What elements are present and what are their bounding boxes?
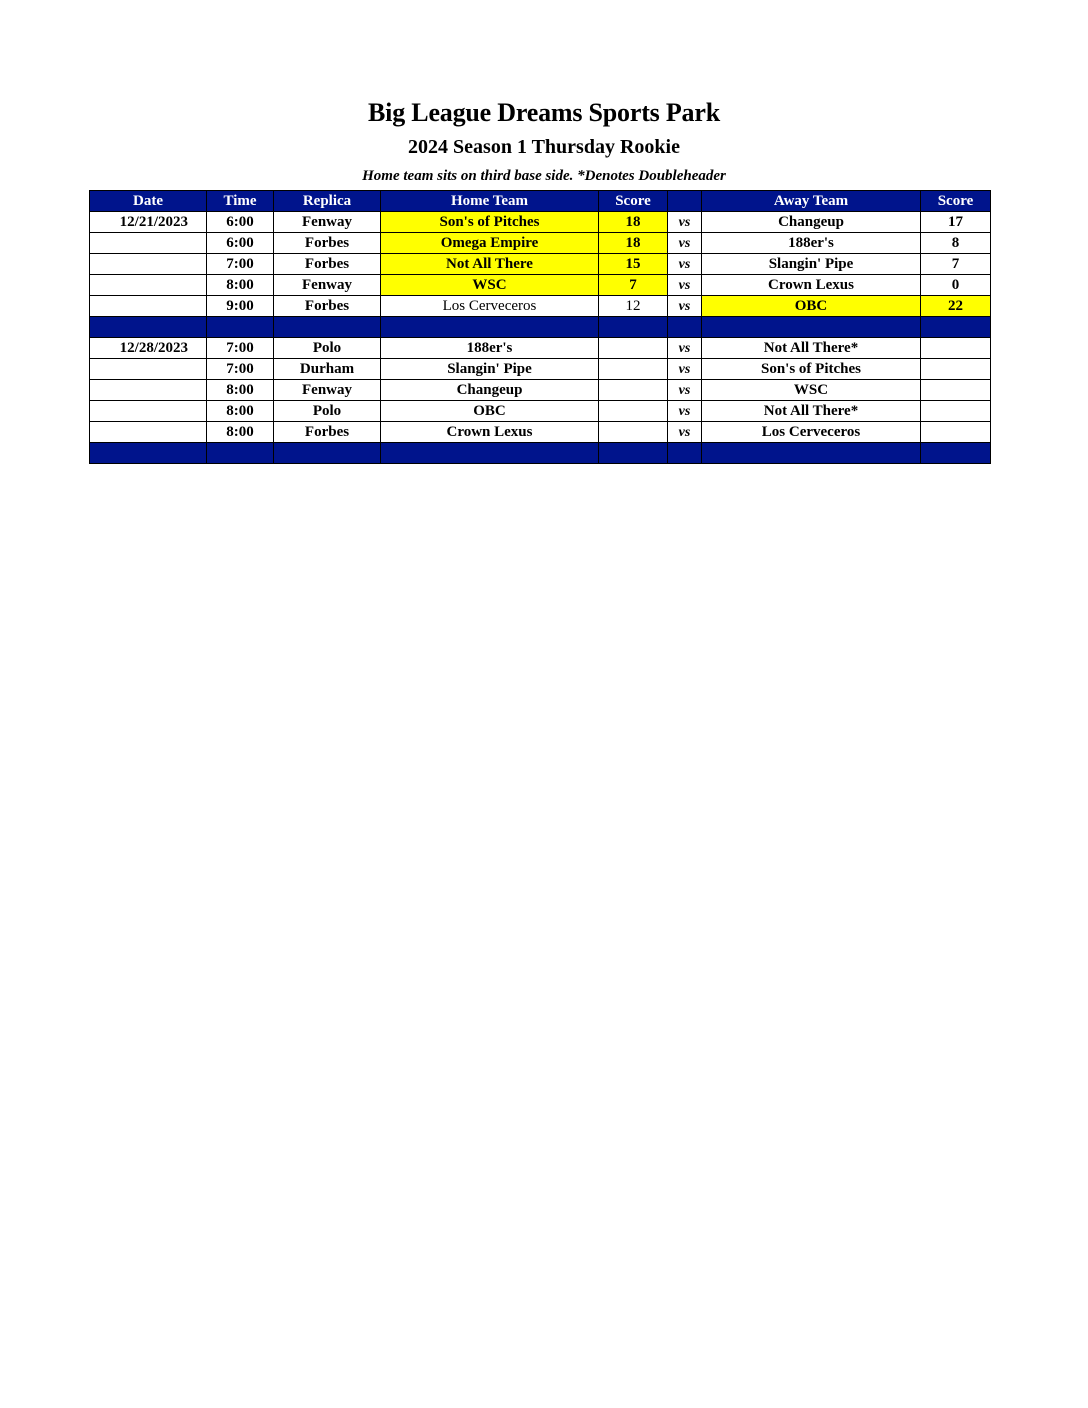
- vs-cell: vs: [668, 275, 702, 296]
- time-cell: 8:00: [207, 422, 274, 443]
- away-team-cell: Crown Lexus: [702, 275, 921, 296]
- separator-cell: [207, 317, 274, 338]
- away-team-cell: Los Cerveceros: [702, 422, 921, 443]
- date-cell: [90, 380, 207, 401]
- away-score-cell: 7: [921, 254, 991, 275]
- separator-cell: [921, 443, 991, 464]
- vs-cell: vs: [668, 338, 702, 359]
- separator-cell: [90, 443, 207, 464]
- page-title: Big League Dreams Sports Park: [368, 98, 720, 127]
- schedule-table: [89, 190, 991, 464]
- schedule-body: [90, 212, 991, 464]
- page-subtitle: 2024 Season 1 Thursday Rookie: [408, 136, 680, 158]
- column-header-home-score: Score: [599, 191, 668, 212]
- date-cell: [90, 359, 207, 380]
- away-team-cell: OBC: [702, 296, 921, 317]
- home-score-cell: [599, 401, 668, 422]
- away-score-cell: 17: [921, 212, 991, 233]
- separator-cell: [381, 317, 599, 338]
- replica-cell: Forbes: [274, 296, 381, 317]
- home-team-cell: Crown Lexus: [381, 422, 599, 443]
- home-team-cell: WSC: [381, 275, 599, 296]
- vs-cell: vs: [668, 359, 702, 380]
- away-score-cell: [921, 422, 991, 443]
- home-score-cell: [599, 422, 668, 443]
- game-row: [90, 359, 991, 380]
- replica-cell: Forbes: [274, 254, 381, 275]
- separator-cell: [274, 317, 381, 338]
- column-header-vs: [668, 191, 702, 212]
- vs-cell: vs: [668, 401, 702, 422]
- date-cell: [90, 275, 207, 296]
- home-team-cell: Son's of Pitches: [381, 212, 599, 233]
- separator-row: [90, 317, 991, 338]
- separator-cell: [599, 317, 668, 338]
- separator-cell: [702, 317, 921, 338]
- separator-cell: [921, 317, 991, 338]
- replica-cell: Polo: [274, 401, 381, 422]
- separator-cell: [381, 443, 599, 464]
- home-team-cell: Changeup: [381, 380, 599, 401]
- game-row: [90, 380, 991, 401]
- game-row: [90, 254, 991, 275]
- time-cell: 8:00: [207, 401, 274, 422]
- time-cell: 7:00: [207, 338, 274, 359]
- away-score-cell: [921, 401, 991, 422]
- vs-cell: vs: [668, 380, 702, 401]
- table-header-row: [90, 191, 991, 212]
- game-row: [90, 338, 991, 359]
- replica-cell: Forbes: [274, 422, 381, 443]
- separator-row: [90, 443, 991, 464]
- home-team-cell: 188er's: [381, 338, 599, 359]
- date-cell: 12/21/2023: [90, 212, 207, 233]
- vs-cell: vs: [668, 254, 702, 275]
- home-score-cell: 18: [599, 212, 668, 233]
- separator-cell: [702, 443, 921, 464]
- time-cell: 7:00: [207, 254, 274, 275]
- replica-cell: Durham: [274, 359, 381, 380]
- away-score-cell: 22: [921, 296, 991, 317]
- game-row: [90, 296, 991, 317]
- time-cell: 9:00: [207, 296, 274, 317]
- vs-cell: vs: [668, 422, 702, 443]
- home-score-cell: 15: [599, 254, 668, 275]
- home-team-cell: Not All There: [381, 254, 599, 275]
- vs-cell: vs: [668, 233, 702, 254]
- home-team-cell: Los Cerveceros: [381, 296, 599, 317]
- column-header-date: Date: [90, 191, 207, 212]
- home-score-cell: 12: [599, 296, 668, 317]
- date-cell: [90, 296, 207, 317]
- vs-cell: vs: [668, 212, 702, 233]
- away-team-cell: WSC: [702, 380, 921, 401]
- date-cell: [90, 254, 207, 275]
- away-score-cell: [921, 380, 991, 401]
- away-score-cell: 8: [921, 233, 991, 254]
- home-team-cell: Omega Empire: [381, 233, 599, 254]
- column-header-time: Time: [207, 191, 274, 212]
- away-team-cell: Not All There*: [702, 338, 921, 359]
- date-cell: [90, 401, 207, 422]
- away-score-cell: 0: [921, 275, 991, 296]
- home-score-cell: [599, 338, 668, 359]
- replica-cell: Forbes: [274, 233, 381, 254]
- away-team-cell: 188er's: [702, 233, 921, 254]
- away-team-cell: Slangin' Pipe: [702, 254, 921, 275]
- replica-cell: Fenway: [274, 212, 381, 233]
- game-row: [90, 212, 991, 233]
- column-header-away-team: Away Team: [702, 191, 921, 212]
- time-cell: 8:00: [207, 275, 274, 296]
- separator-cell: [599, 443, 668, 464]
- column-header-replica: Replica: [274, 191, 381, 212]
- game-row: [90, 422, 991, 443]
- vs-cell: vs: [668, 296, 702, 317]
- date-cell: [90, 233, 207, 254]
- home-team-cell: OBC: [381, 401, 599, 422]
- home-score-cell: [599, 380, 668, 401]
- replica-cell: Fenway: [274, 275, 381, 296]
- replica-cell: Fenway: [274, 380, 381, 401]
- separator-cell: [90, 317, 207, 338]
- separator-cell: [274, 443, 381, 464]
- home-team-cell: Slangin' Pipe: [381, 359, 599, 380]
- time-cell: 6:00: [207, 212, 274, 233]
- time-cell: 8:00: [207, 380, 274, 401]
- game-row: [90, 233, 991, 254]
- away-score-cell: [921, 338, 991, 359]
- away-team-cell: Changeup: [702, 212, 921, 233]
- date-cell: [90, 422, 207, 443]
- schedule-note: Home team sits on third base side. *Denotes Doubleheader: [362, 168, 726, 184]
- separator-cell: [668, 317, 702, 338]
- away-score-cell: [921, 359, 991, 380]
- away-team-cell: Son's of Pitches: [702, 359, 921, 380]
- home-score-cell: [599, 359, 668, 380]
- game-row: [90, 401, 991, 422]
- time-cell: 6:00: [207, 233, 274, 254]
- away-team-cell: Not All There*: [702, 401, 921, 422]
- column-header-away-score: Score: [921, 191, 991, 212]
- home-score-cell: 18: [599, 233, 668, 254]
- column-header-home-team: Home Team: [381, 191, 599, 212]
- date-cell: 12/28/2023: [90, 338, 207, 359]
- separator-cell: [668, 443, 702, 464]
- game-row: [90, 275, 991, 296]
- home-score-cell: 7: [599, 275, 668, 296]
- time-cell: 7:00: [207, 359, 274, 380]
- replica-cell: Polo: [274, 338, 381, 359]
- separator-cell: [207, 443, 274, 464]
